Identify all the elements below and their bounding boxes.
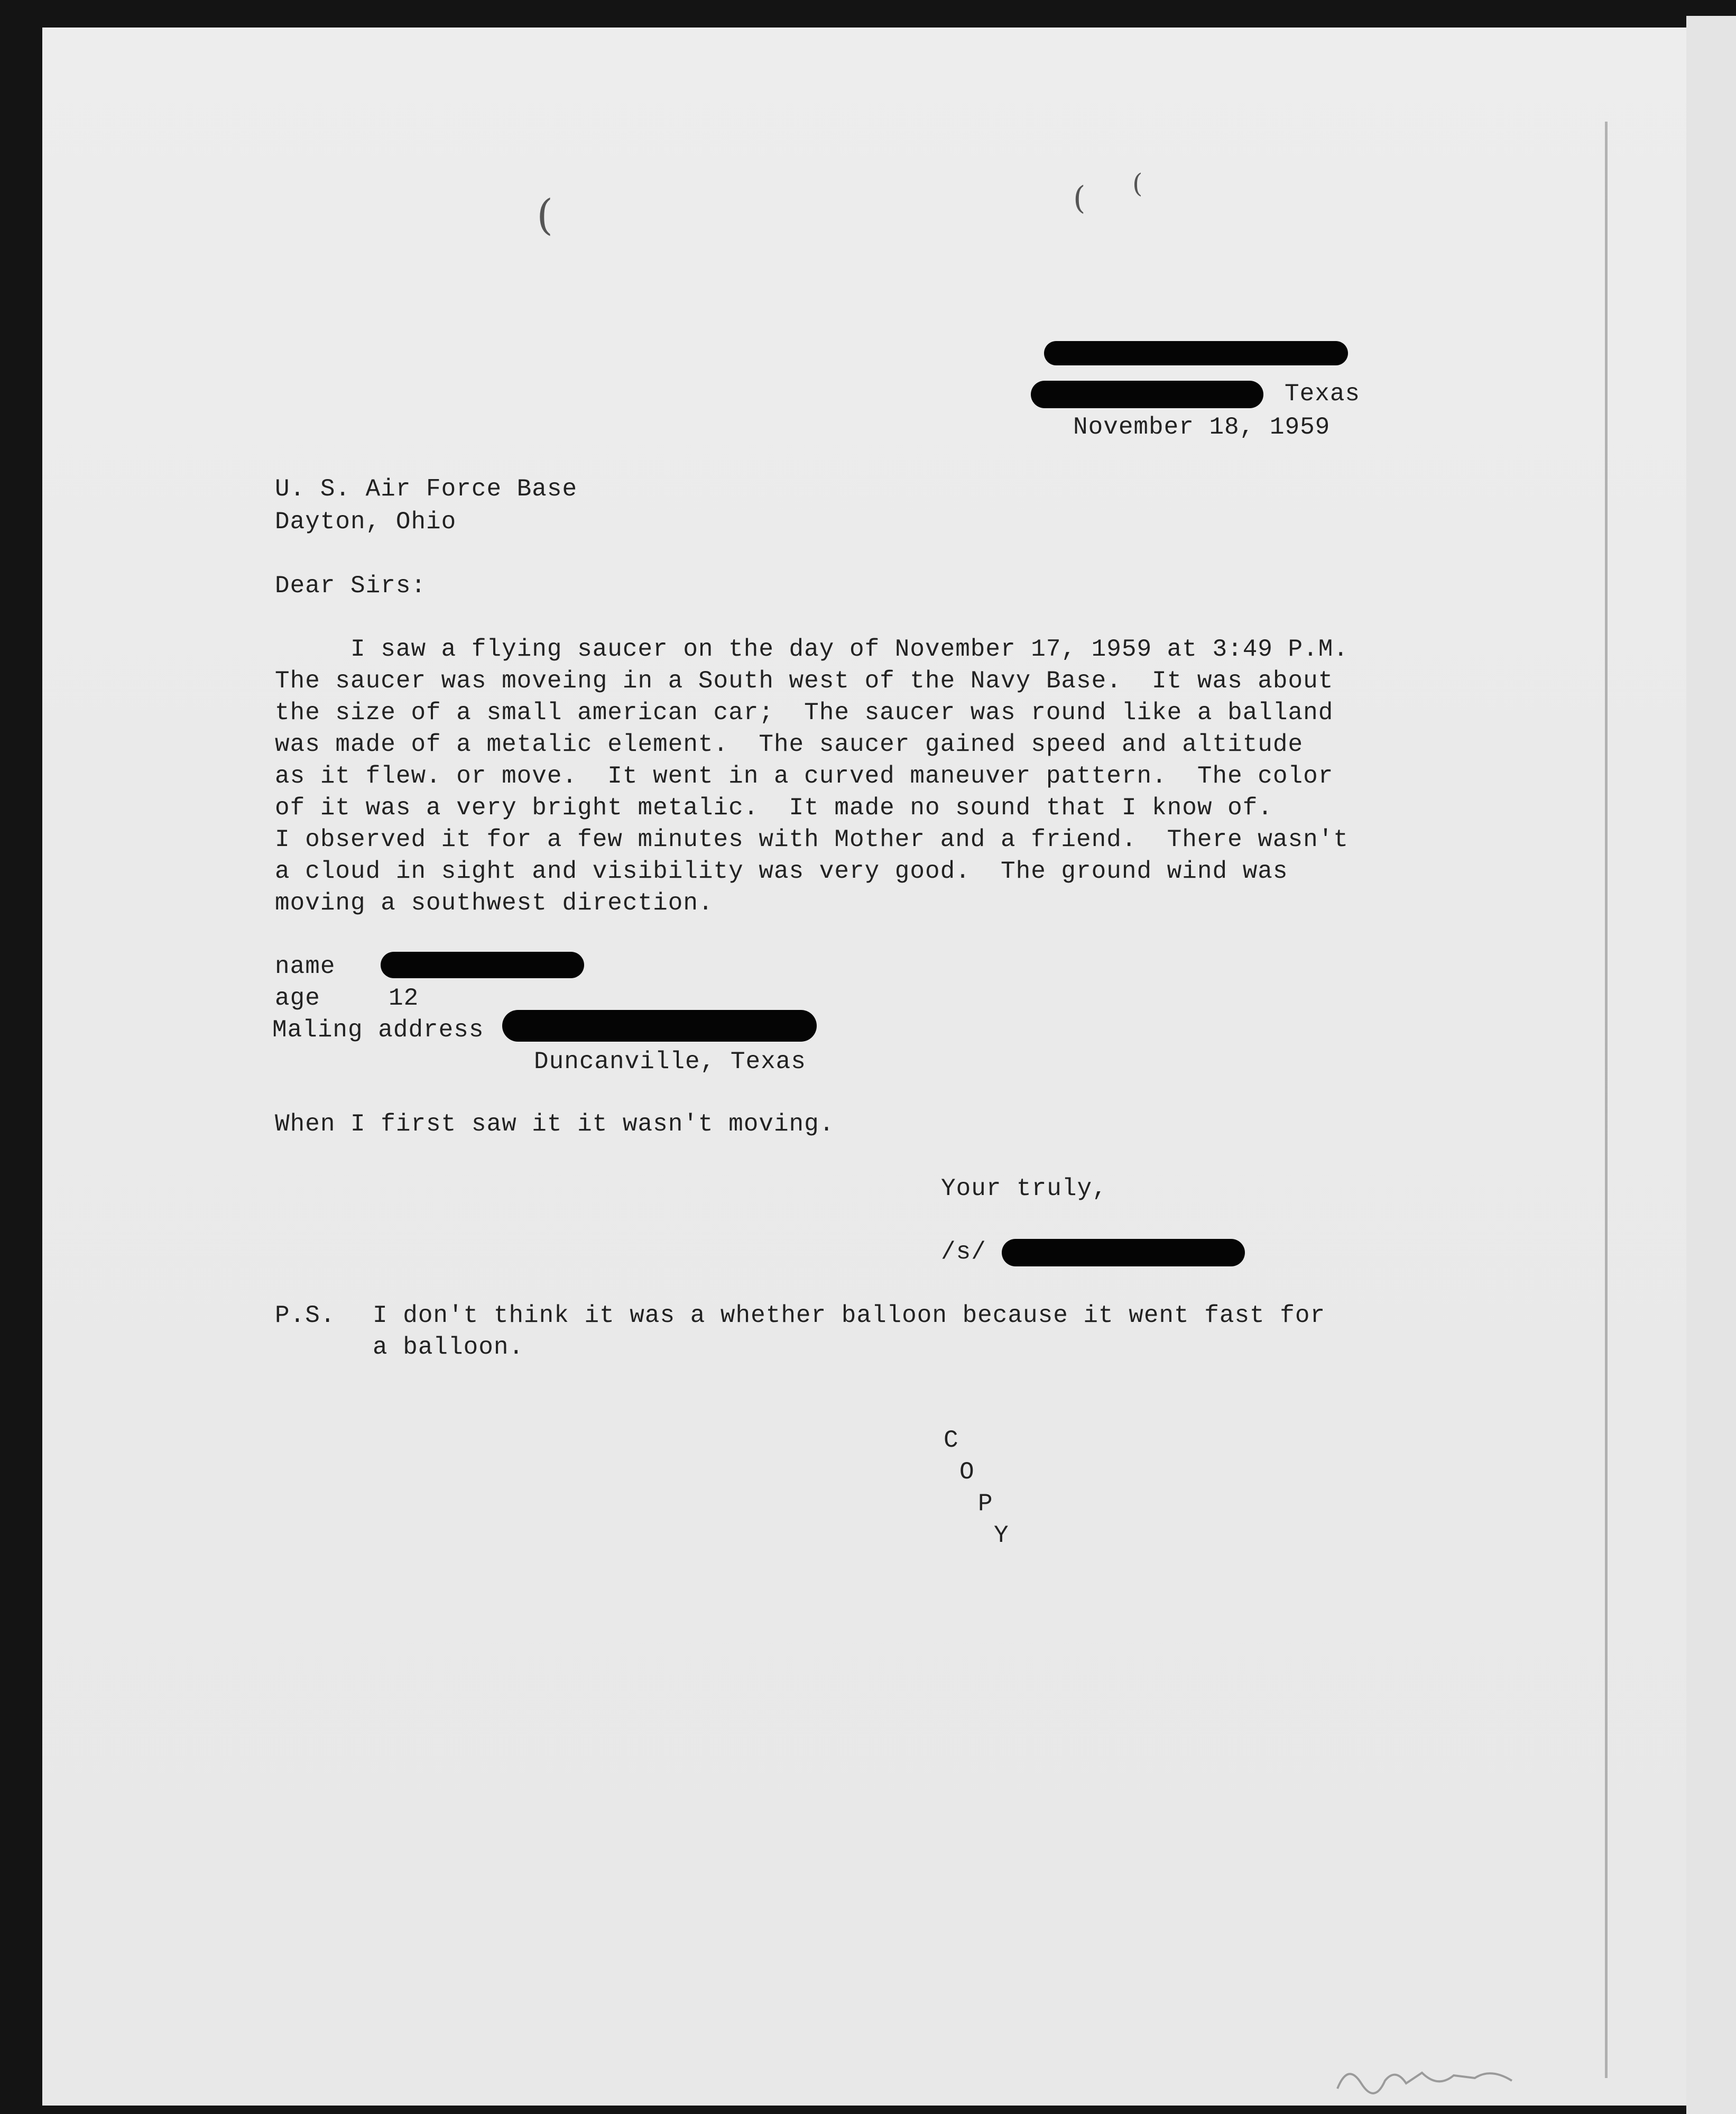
addressee-line-1: U. S. Air Force Base <box>275 475 578 503</box>
address-label: Maling address <box>272 1016 484 1044</box>
closing: Your truly, <box>941 1175 1107 1202</box>
signature-prefix: /s/ <box>941 1238 986 1266</box>
body-line: a cloud in sight and visibility was very good. The ground wind was <box>275 858 1288 885</box>
name-label: name <box>275 953 336 980</box>
body-line: the size of a small american car; The saucer was round like a balland <box>275 699 1334 727</box>
body-line: I saw a flying saucer on the day of November 17, 1959 at 3:49 P.M. <box>275 636 1349 663</box>
body-line: moving a southwest direction. <box>275 889 714 917</box>
redacted-name <box>381 952 584 978</box>
stray-mark-right-2: ( <box>1132 168 1143 199</box>
redacted-mailing-address <box>502 1010 817 1042</box>
salutation: Dear Sirs: <box>275 572 427 600</box>
body-line: was made of a metalic element. The saucer gained speed and altitude <box>275 731 1304 758</box>
first-sighting-note: When I first saw it it wasn't moving. <box>275 1110 835 1138</box>
age-value: 12 <box>389 985 419 1012</box>
address-city: Duncanville, Texas <box>534 1048 806 1076</box>
copy-letter-o: O <box>959 1458 974 1486</box>
ps-line-1: I don't think it was a whether balloon because it went fast for <box>373 1302 1326 1329</box>
body-line: of it was a very bright metalic. It made no sound that I know of. <box>275 794 1273 822</box>
redacted-signature <box>1002 1239 1245 1266</box>
copy-letter-p: P <box>978 1490 993 1518</box>
stray-mark-left: ( <box>537 190 553 240</box>
body-line: as it flew. or move. It went in a curved maneuver pattern. The color <box>275 762 1334 790</box>
redacted-city <box>1031 381 1263 408</box>
body-line: The saucer was moveing in a South west of the Navy Base. It was about <box>275 667 1334 695</box>
ps-line-2: a balloon. <box>373 1334 524 1361</box>
header-state: Texas <box>1285 380 1361 408</box>
body-line: I observed it for a few minutes with Mother and a friend. There wasn't <box>275 826 1349 853</box>
redacted-street-address <box>1044 341 1348 365</box>
letter-date: November 18, 1959 <box>1073 413 1331 441</box>
copy-letter-c: C <box>944 1427 958 1454</box>
age-label: age <box>275 985 320 1012</box>
stray-mark-right: ( <box>1073 180 1086 217</box>
handwritten-mark <box>1332 2052 1522 2099</box>
ps-label: P.S. <box>275 1302 336 1329</box>
copy-letter-y: Y <box>994 1522 1009 1549</box>
addressee-line-2: Dayton, Ohio <box>275 508 457 536</box>
